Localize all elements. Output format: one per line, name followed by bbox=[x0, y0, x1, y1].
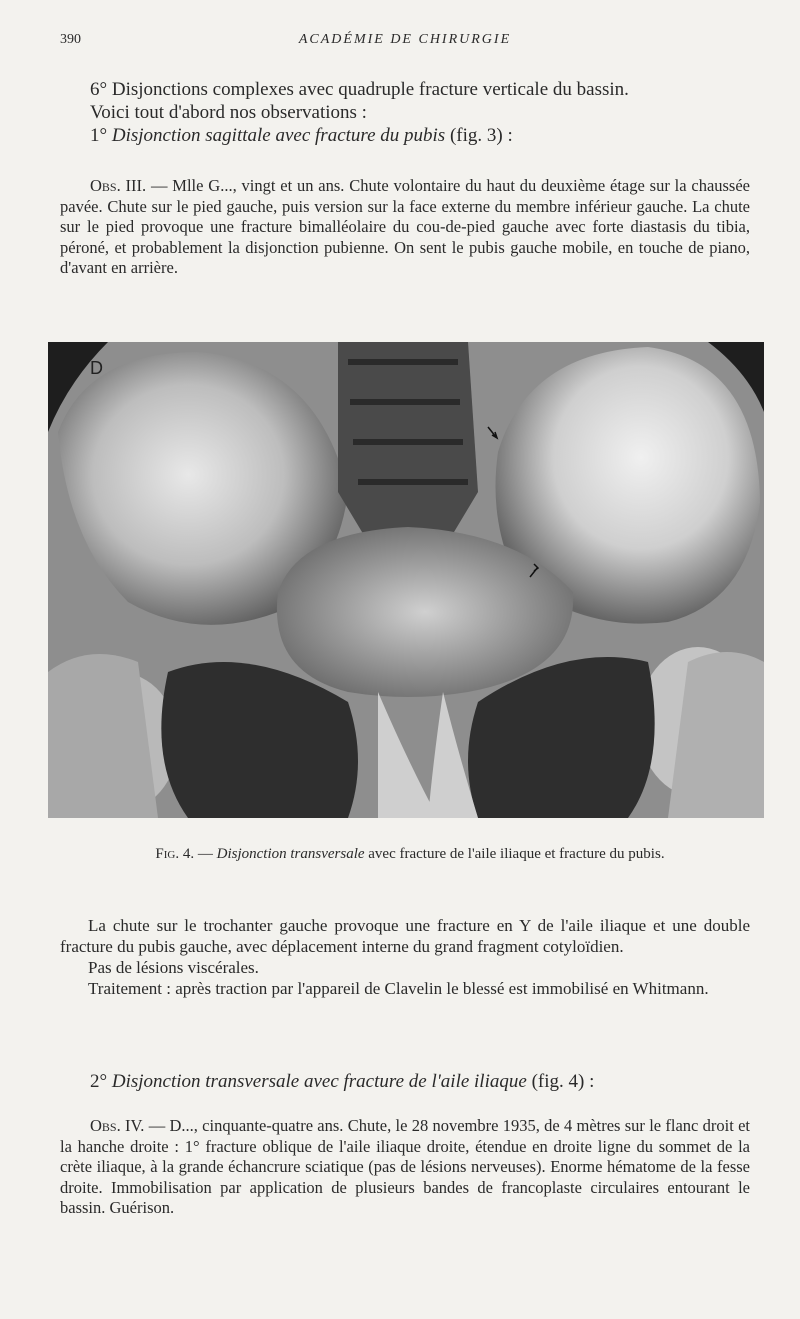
figure-caption-label: Fig. 4. — bbox=[155, 846, 213, 862]
observation-3 bbox=[60, 176, 750, 279]
xray-image bbox=[48, 342, 764, 818]
observation-4-text: — D..., cinquante-quatre ans. Chute, le 28 novembre 1935, de 4 mètres sur le flanc droit et la hanche droite : 1° fracture oblique de l'aile iliaque droite, étendue en droite ligne du sommet de la crète iliaque, à la grande échancrure sciatique (pas de lésions nerveuses). Enorme hématome de la fesse droite. Immobilisation par application de plusieurs bandes de francoplaste circulaires entourant le bassin. Guérison. bbox=[60, 1116, 750, 1217]
subsection-2-title: Disjonction transversale avec fracture de l'aile iliaque bbox=[111, 1071, 527, 1092]
figure-marker: D bbox=[90, 358, 103, 378]
section-6-line-1: 6° Disjonctions complexes avec quadruple fracture verticale du bassin. bbox=[90, 79, 629, 100]
figure-caption-title: Disjonction transversale bbox=[216, 846, 365, 862]
continuation-paragraphs bbox=[60, 915, 750, 999]
continuation-paragraph-2: Pas de lésions viscérales. bbox=[88, 958, 259, 977]
subsection-1-number: 1° bbox=[90, 125, 108, 146]
running-title: ACADÉMIE DE CHIRURGIE bbox=[298, 32, 512, 47]
observation-4 bbox=[60, 1116, 750, 1219]
page-header bbox=[60, 32, 750, 54]
page-number: 390 bbox=[60, 32, 81, 47]
section-6-line-2: Voici tout d'abord nos observations : bbox=[90, 102, 367, 123]
subsection-2-heading bbox=[60, 1070, 750, 1093]
subsection-2-ref: (fig. 4) : bbox=[531, 1071, 595, 1092]
subsection-2-number: 2° bbox=[90, 1071, 108, 1092]
figure-caption bbox=[60, 846, 760, 863]
continuation-paragraph-1: La chute sur le trochanter gauche provoque une fracture en Y de l'aile iliaque et une double fracture du pubis gauche, avec déplacement interne du grand fragment cotyloïdien. bbox=[60, 916, 750, 956]
subsection-1-ref: (fig. 3) : bbox=[449, 125, 513, 146]
continuation-paragraph-3: Traitement : après traction par l'appareil de Clavelin le blessé est immobilisé en Whitmann. bbox=[88, 979, 709, 998]
subsection-1-title: Disjonction sagittale avec fracture du pubis bbox=[111, 125, 446, 146]
figure-caption-rest: avec fracture de l'aile iliaque et fracture du pubis. bbox=[368, 846, 665, 862]
observation-3-label: Obs. III. bbox=[90, 176, 147, 195]
pelvis-xray-figure bbox=[48, 342, 764, 818]
section-6-heading bbox=[60, 78, 750, 147]
subsection-1-heading bbox=[60, 124, 750, 147]
observation-4-label: Obs. IV. bbox=[90, 1116, 145, 1135]
observation-3-text: — Mlle G..., vingt et un ans. Chute volontaire du haut du deuxième étage sur la chaussée pavée. Chute sur le pied gauche, puis version sur la face externe du membre inférieur gauche. La chute sur le pied provoque une fracture bimalléolaire du cou-de-pied gauche avec forte diastasis du tibia, péroné, et probablement la disjonction pubienne. On sent le pubis gauche mobile, en touche de piano, d'avant en arrière. bbox=[60, 176, 751, 277]
